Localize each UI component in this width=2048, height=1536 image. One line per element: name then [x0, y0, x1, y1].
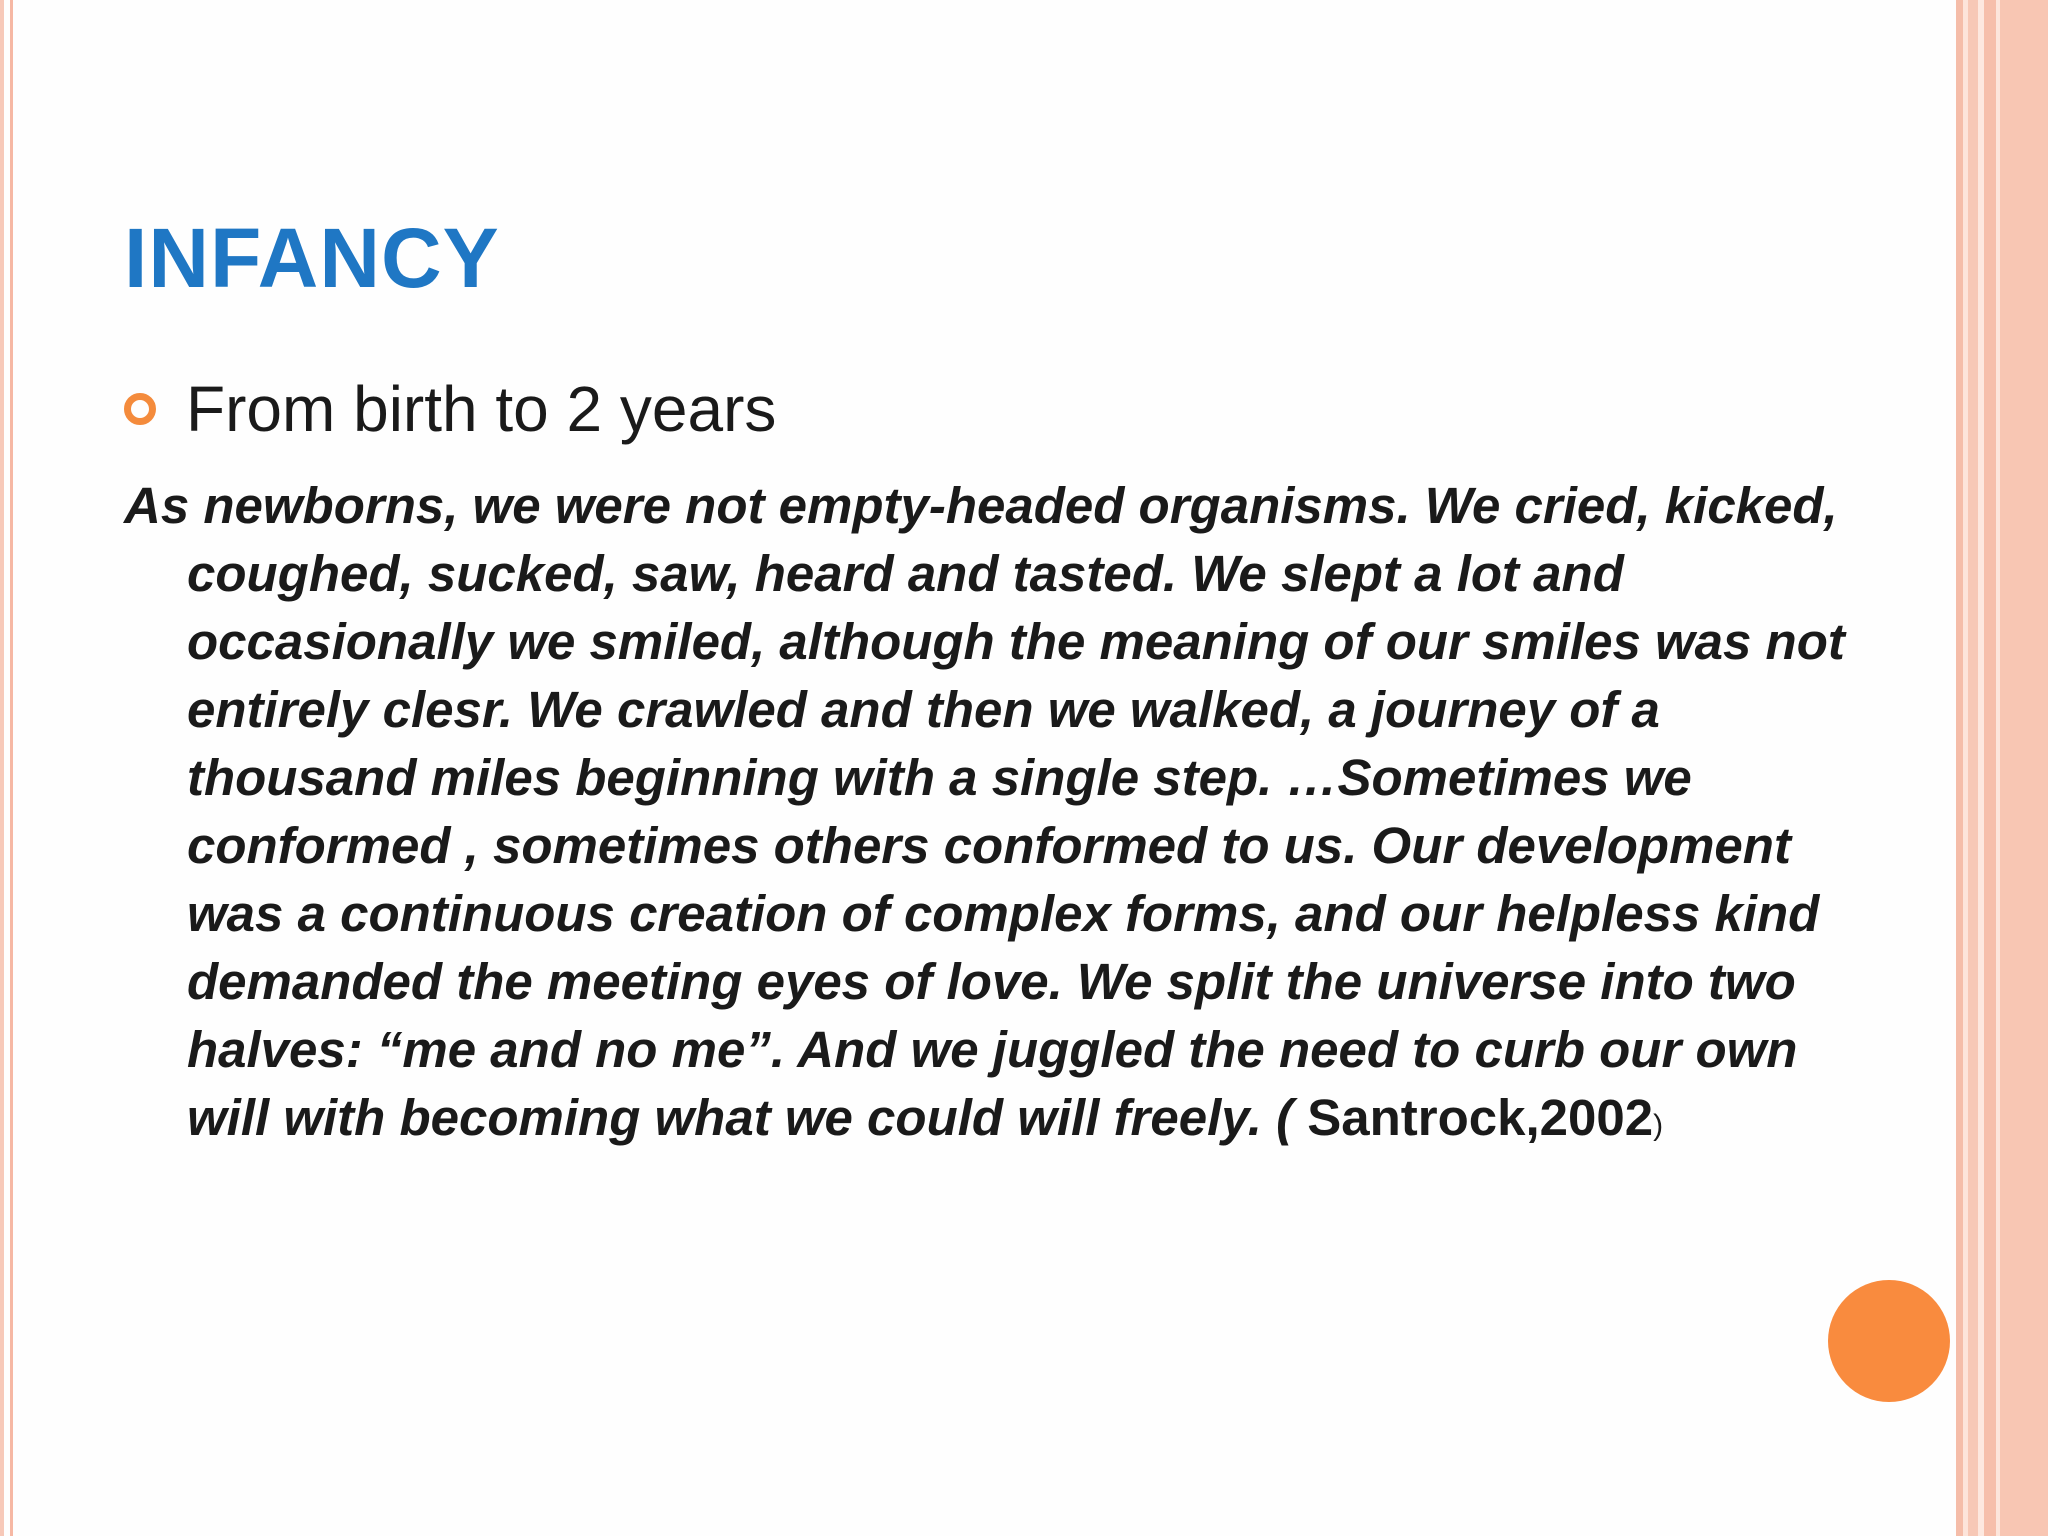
hollow-circle-bullet-icon — [124, 393, 156, 425]
bullet-item — [124, 372, 776, 446]
citation: Santrock,2002 — [1307, 1089, 1654, 1146]
left-border-stripe — [0, 0, 4, 1536]
right-border-stripe — [2000, 0, 2048, 1536]
orange-circle-icon — [1828, 1280, 1950, 1402]
quote-text: As newborns, we were not empty-headed organisms. We cried, kicked, coughed, sucked, saw, heard and tasted. We slept a lot and occasionally we smiled, although the meaning of our smiles was not entirely clesr. We crawled and then we walked, a journey of a thousand miles beginning with a single step. …Sometimes we conformed , sometimes others conformed to us. Our development was a continuous creation of complex forms, and our helpless kind demanded the meeting eyes of love. We split the universe into two halves: “me and no me”. And we juggled the need to curb our own will with becoming what we could will freely. ( — [124, 477, 1845, 1146]
bullet-text: From birth to 2 years — [186, 373, 777, 445]
left-border-stripe — [10, 0, 13, 1536]
citation-close: ) — [1653, 1109, 1664, 1142]
right-border-stripe — [1956, 0, 1963, 1536]
right-border-stripe — [1984, 0, 1996, 1536]
right-border-stripe — [1968, 0, 1978, 1536]
slide-title: INFANCY — [124, 211, 500, 305]
quote-paragraph — [124, 472, 1887, 1160]
